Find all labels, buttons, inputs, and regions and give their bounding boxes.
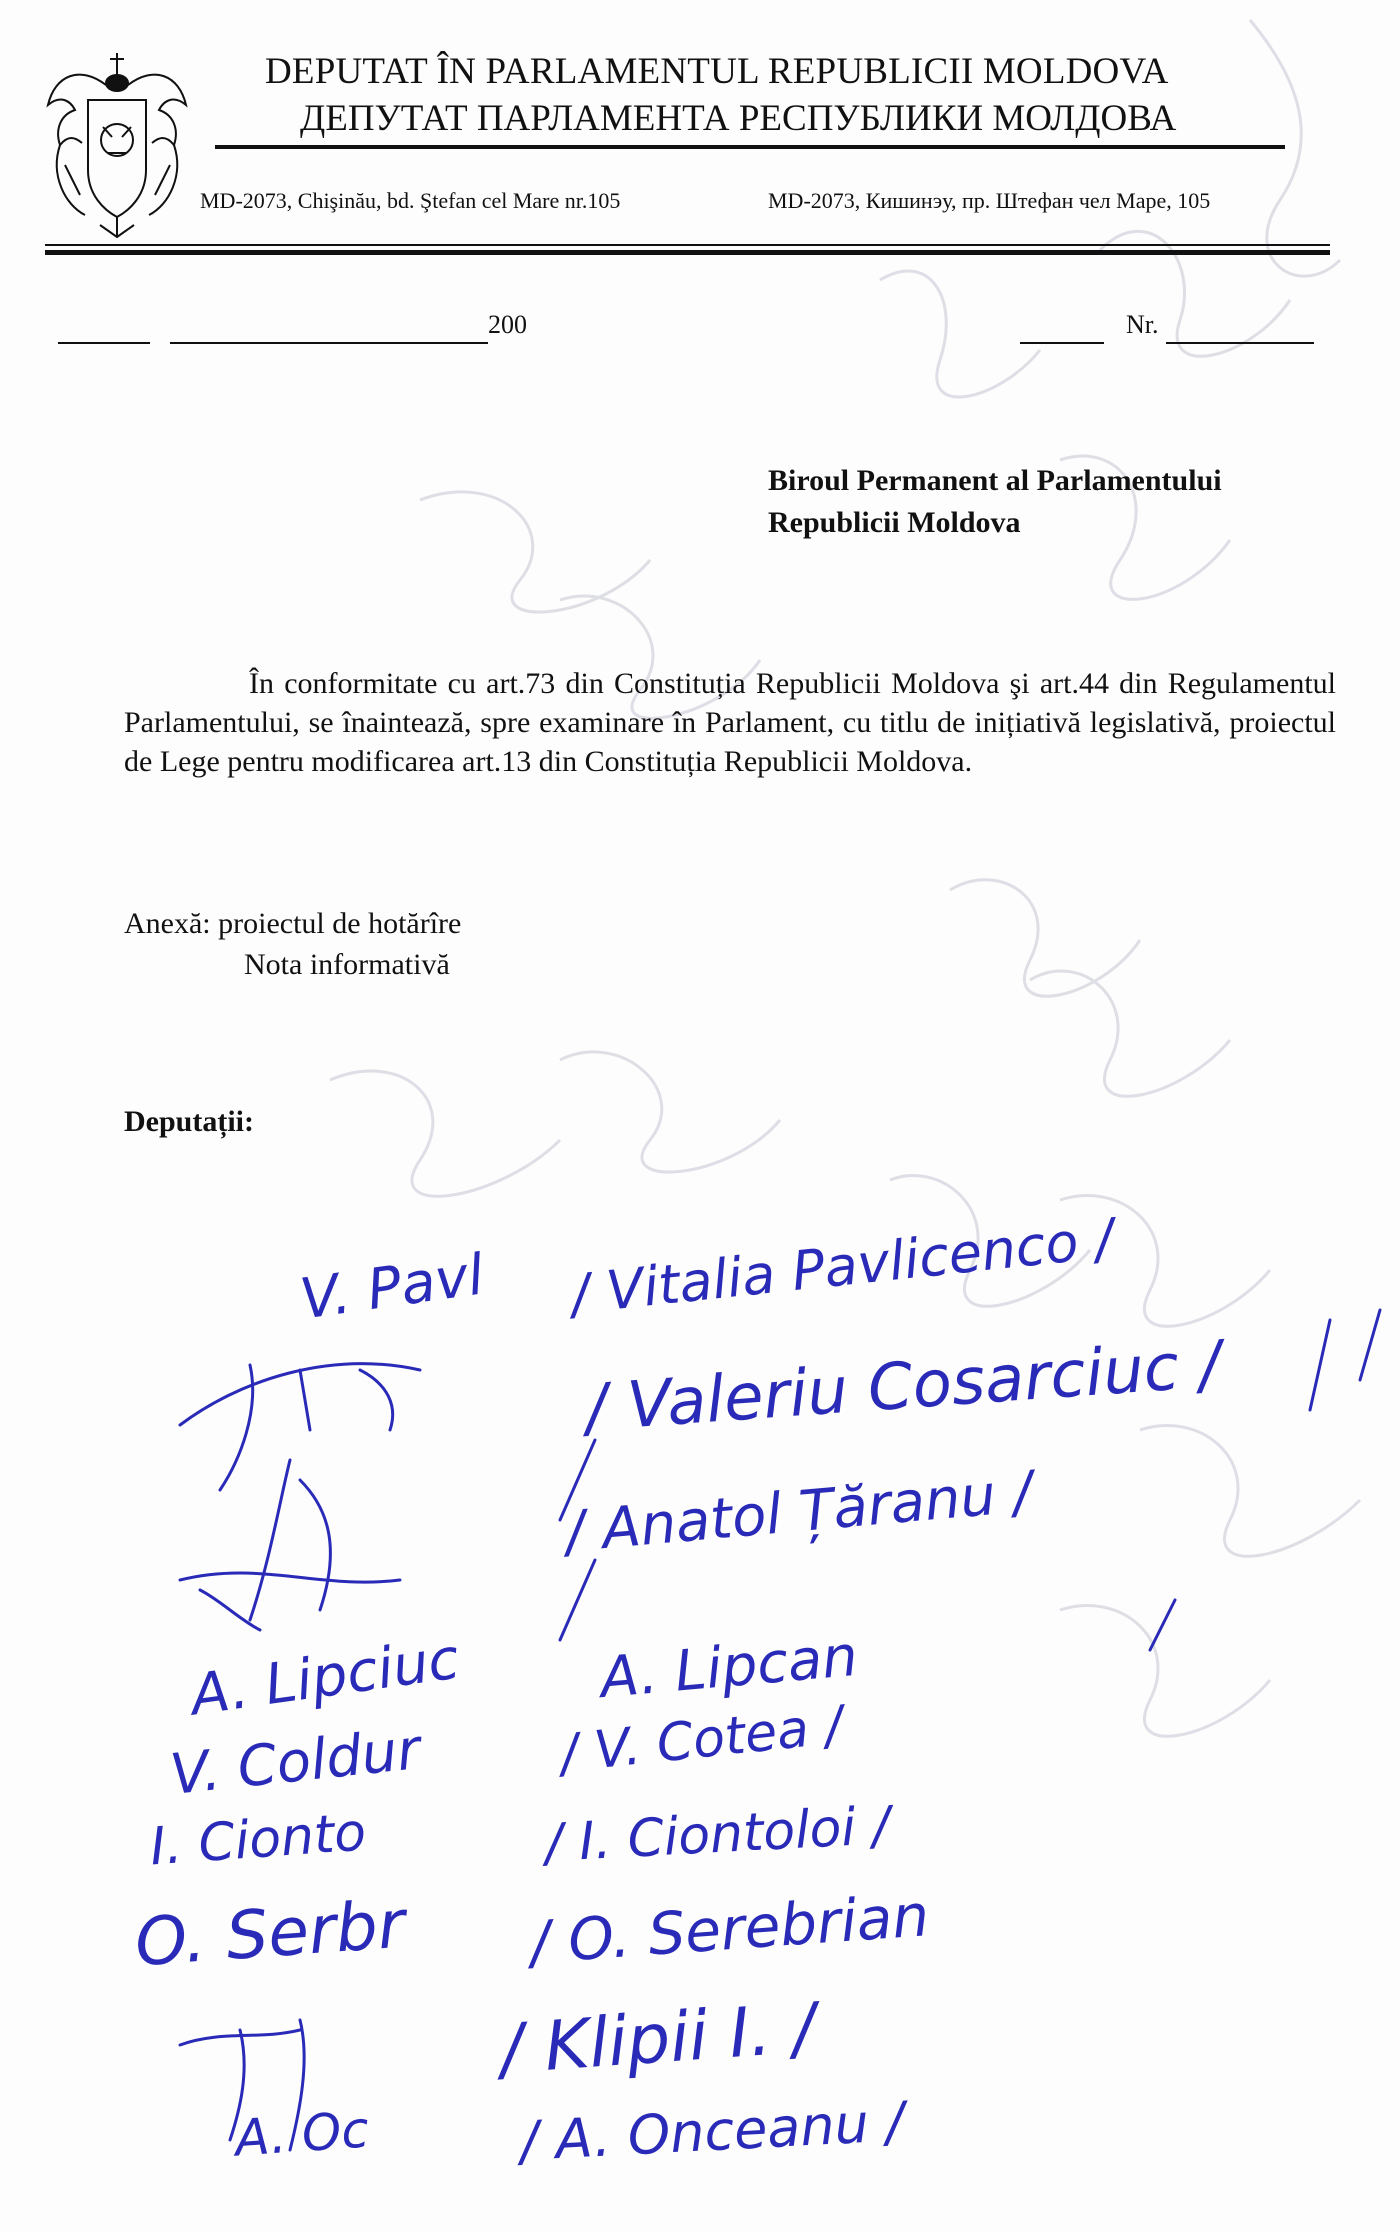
signature-name-1: / Vitalia Pavlicenco / <box>568 1206 1117 1327</box>
signature-name-3: / Anatol Țăranu / <box>563 1459 1035 1566</box>
letterhead-underline <box>215 145 1285 149</box>
recipient-block <box>768 460 1388 544</box>
moldova-coat-of-arms-icon <box>40 45 195 240</box>
address-ru: MD-2073, Кишинэу, пр. Штефан чел Маре, 105 <box>768 188 1211 213</box>
signature-1: V. Pavl <box>296 1242 488 1333</box>
body-paragraph-block <box>124 664 1336 781</box>
number-blank <box>1166 342 1314 344</box>
signature-4: A. Lipciuc <box>186 1626 464 1729</box>
header-rule-thin <box>45 244 1330 246</box>
signature-name-7: / O. Serebrian <box>528 1881 932 1977</box>
annex-label: Anexă: proiectul de hotărîre <box>124 907 462 940</box>
signature-7: O. Serbr <box>132 1885 408 1982</box>
recipient-line-1: Biroul Permanent al Parlamentului <box>768 464 1222 497</box>
address-ro: MD-2073, Chişinău, bd. Ştefan cel Mare nr.105 <box>200 188 621 213</box>
signature-name-4: A. Lipcan <box>597 1623 861 1712</box>
annex-item-2: Nota informativă <box>244 948 450 981</box>
signature-name-6: / I. Ciontoloi / <box>543 1796 892 1874</box>
signatures-block <box>0 1206 1400 2232</box>
date-year-suffix: 200 <box>488 310 527 339</box>
signatures-heading: Deputații: <box>124 1105 254 1138</box>
date-month-blank <box>170 342 488 344</box>
registry-blank <box>1020 342 1104 344</box>
signature-5: V. Coldur <box>167 1717 424 1808</box>
signature-name-9: / A. Onceanu / <box>518 2089 906 2174</box>
body-paragraph: În conformitate cu art.73 din Constituția Republicii Moldova şi art.44 din Regulamentul Parlamentului, se înaintează, spre examinare în Parlament, cu titlu de inițiativă legislativă, proiectul de Lege pentru modificarea art.13 din Constituția Republicii Moldova. <box>124 667 1336 778</box>
letterhead-title-ro: DEPUTAT ÎN PARLAMENTUL REPUBLICII MOLDOVA <box>265 51 1169 92</box>
date-day-blank <box>58 342 150 344</box>
signature-name-2: / Valeriu Cosarciuc / <box>583 1327 1224 1447</box>
signature-9: A. Oc <box>233 2100 371 2168</box>
signature-name-5: / V. Cotea / <box>557 1695 846 1785</box>
number-label: Nr. <box>1126 310 1159 339</box>
recipient-line-2: Republicii Moldova <box>768 506 1021 539</box>
annex-block <box>124 903 461 985</box>
letterhead-title-ru: ДЕПУТАТ ПАРЛАМЕНТА РЕСПУБЛИКИ МОЛДОВА <box>300 98 1177 139</box>
signature-6: I. Cionto <box>148 1802 368 1878</box>
header-rule-thick <box>45 250 1330 255</box>
signature-name-8: / Klipii I. / <box>497 1989 819 2090</box>
